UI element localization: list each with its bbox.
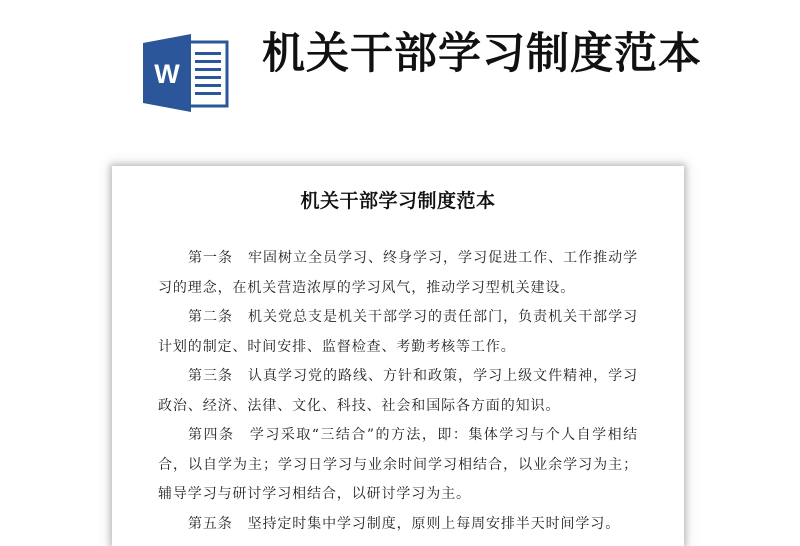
paragraph: 第四条 学习采取“三结合”的方法，即：集体学习与个人自学相结合，以自学为主；学习日学习与业余时间学习相结合，以业余学习为主；辅导学习与研讨学习相结合，以研讨学习为主。 <box>158 427 638 502</box>
paragraph: 第二条 机关党总支是机关干部学习的责任部门，负责机关干部学习计划的制定、时间安排、监督检查、考勤考核等工作。 <box>158 309 638 355</box>
paragraph: 第一条 牢固树立全员学习、终身学习，学习促进工作、工作推动学习的理念，在机关营造浓厚的学习风气，推动学习型机关建设。 <box>158 250 638 296</box>
document-body <box>158 244 638 539</box>
word-icon-letter: W <box>154 59 180 89</box>
document-title: 机关干部学习制度范本 <box>300 190 496 212</box>
document-page <box>112 166 684 546</box>
page-title: 机关干部学习制度范本 <box>262 29 702 79</box>
paragraph: 第三条 认真学习党的路线、方针和政策，学习上级文件精神，学习政治、经济、法律、文化、科技、社会和国际各方面的知识。 <box>158 368 638 414</box>
paragraph: 第五条 坚持定时集中学习制度，原则上每周安排半天时间学习。 <box>188 515 621 532</box>
header <box>0 0 800 150</box>
word-document-icon <box>143 34 229 112</box>
